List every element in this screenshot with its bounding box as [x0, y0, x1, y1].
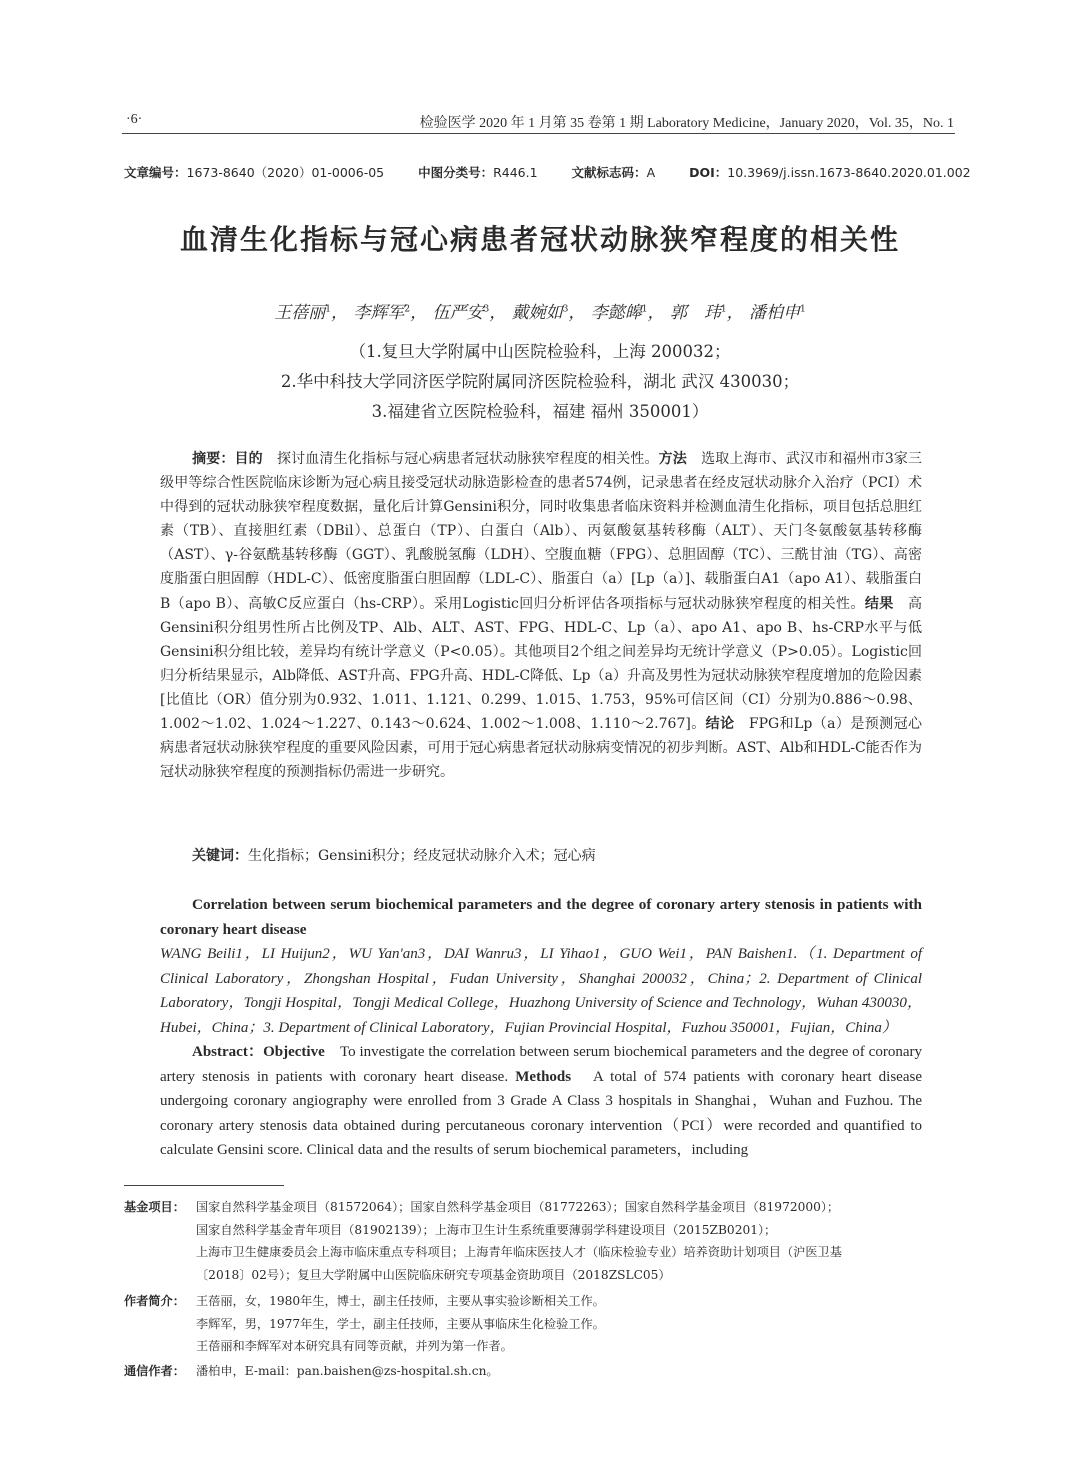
- en-abstract-methods: A total of 574 patients with coronary heart disease undergoing coronary angiography were enrolled from 3 Grade A Class 3 hospitals in Shanghai，Wuhan and Fuzhou. The coronary artery stenosis data obtained during percutaneous coronary intervention（PCI）were recorded and quantified to calculate Gensini score. Clinical data and the results of serum biochemical parameters，including: [160, 1068, 922, 1159]
- abstract-methods-label: 方法: [658, 451, 687, 467]
- abstract-conclusion-label: 结论: [705, 716, 735, 733]
- affiliation: （1.复旦大学附属中山医院检验科，上海 200032；: [349, 342, 731, 361]
- author-bio-line: 王蓓丽和李辉军对本研究具有同等贡献，并列为第一作者。: [196, 1339, 513, 1353]
- author: 李辉军$^2$: [353, 303, 411, 323]
- author: 王蓓丽$^1$: [274, 303, 331, 323]
- article-no-label: 文章编号：: [124, 165, 187, 180]
- doi: 10.3969/j.issn.1673-8640.2020.01.002: [727, 165, 971, 180]
- keywords-label: 关键词：: [192, 848, 248, 864]
- article-meta: [124, 163, 971, 181]
- abstract-objective: 探讨血清生化指标与冠心病患者冠状动脉狭窄程度的相关性。: [276, 451, 659, 467]
- funding-line: 上海市卫生健康委员会上海市临床重点专科项目；上海青年临床医技人才（临床检验专业）培养资助计划项目（沪医卫基: [196, 1245, 842, 1259]
- journal-header: 检验医学 2020 年 1 月第 35 卷第 1 期 Laboratory Medicine，January 2020，Vol. 35，No. 1: [419, 116, 954, 131]
- funding-line: 国家自然科学基金项目（81572064）；国家自然科学基金项目（81772263）；国家自然科学基金项目（81972000）；: [196, 1200, 840, 1214]
- affiliation: 2.华中科技大学同济医学院附属同济医院检验科，湖北 武汉 430030；: [280, 372, 800, 391]
- author-bio-line: 李辉军，男，1977年生，学士，副主任技师，主要从事临床生化检验工作。: [196, 1316, 605, 1331]
- clc-code: R446.1: [493, 165, 538, 180]
- abstract-objective-label: 摘要：目的: [192, 451, 263, 467]
- paper-title: 血清生化指标与冠心病患者冠状动脉狭窄程度的相关性: [179, 223, 900, 256]
- author: 李懿皞$^1$: [590, 303, 648, 323]
- abstract-methods: 选取上海市、武汉市和福州市3家三级甲等综合性医院临床诊断为冠心病且接受冠状动脉造影检查的患者574例，记录患者在经皮冠状动脉介入治疗（PCI）术中得到的冠状动脉狭窄程度数据，量化后计算Gensini积分，同时收集患者临床资料并检测血清生化指标，项目包括总胆红素（TB）、直接胆红素（DBil）、总蛋白（TP）、白蛋白（Alb）、丙氨酸氨基转移酶（ALT）、天门冬氨酸氨基转移酶（AST）、γ-谷氨酰基转移酶（GGT）、乳酸脱氢酶（LDH）、空腹血糖（FPG）、总胆固醇（TC）、三酰甘油（TG）、高密度脂蛋白胆固醇（HDL-C）、低密度脂蛋白胆固醇（LDL-C）、脂蛋白（a）[Lp（a）]、载脂蛋白A1（apo A1）、载脂蛋白B（apo B）、高敏C反应蛋白（hs-CRP）。采用Logistic回归分析评估各项指标与冠状动脉狭窄程度的相关性。: [160, 451, 923, 612]
- english-authors-affiliations: WANG Beili1，LI Huijun2，WU Yan'an3，DAI Wanru3，LI Yihao1，GUO Wei1，PAN Baishen1.（1. Department of Clinical Laboratory，Zhongshan Hospital，Fudan University，Shanghai 200032，China；2. Department of Clinical Laboratory，Tongji Hospital，Tongji Medical College，Huazhong University of Science and Technology，Wuhan 430030，Hubei，China；3. Department of Clinical Laboratory，Fujian Provincial Hospital，Fuzhou 350001，Fujian，China）: [160, 946, 922, 1036]
- chinese-abstract: [160, 447, 922, 784]
- en-abstract-methods-label: Methods: [515, 1068, 572, 1085]
- page-number: ·6·: [126, 112, 143, 127]
- correspondence-label: 通信作者：: [124, 1364, 185, 1378]
- author-bio-line: 王蓓丽，女，1980年生，博士，副主任技师，主要从事实验诊断相关工作。: [196, 1294, 605, 1308]
- author: 潘柏申$^1$: [749, 303, 806, 323]
- correspondence-footnote: [124, 1360, 956, 1384]
- english-abstract: [160, 1040, 922, 1163]
- header-rule: [122, 133, 955, 134]
- clc-label: 中图分类号：: [418, 165, 494, 180]
- doc-code: A: [646, 165, 656, 180]
- correspondence-text: 潘柏申，E-mail：pan.baishen@zs-hospital.sh.cn。: [196, 1364, 499, 1378]
- doc-code-label: 文献标志码：: [571, 165, 647, 180]
- footnote-rule: [124, 1185, 284, 1186]
- author: 郭 玮$^1$: [669, 303, 727, 323]
- funding-label: 基金项目：: [124, 1200, 185, 1214]
- author: 戴婉如$^3$: [511, 303, 569, 323]
- abstract-results: 高Gensini积分组男性所占比例及TP、Alb、ALT、AST、FPG、HDL-C、Lp（a）、apo A1、apo B、hs-CRP水平与低Gensini积分组比较，差异均有统计学意义（P<0.05）。其他项目2个组之间差异均无统计学意义（P>0.05）。Logistic回归分析结果显示，Alb降低、AST升高、FPG升高、HDL-C降低、Lp（a）升高及男性为冠状动脉狭窄程度增加的危险因素[比值比（OR）值分别为0.932、1.011、1.121、0.299、1.015、1.753，95%可信区间（CI）分别为0.886～0.98、1.002～1.02、1.024～1.227、0.143～0.624、1.002～1.008、1.110～2.767]。: [160, 595, 923, 733]
- keywords-text: 生化指标；Gensini积分；经皮冠状动脉介入术；冠心病: [248, 848, 596, 864]
- funding-line: 〔2018〕02号）；复旦大学附属中山医院临床研究专项基金资助项目（2018ZSLC05）: [196, 1267, 671, 1282]
- en-abstract-objective-label: Abstract：Objective: [192, 1044, 325, 1060]
- doi-label: DOI：: [689, 165, 728, 180]
- abstract-results-label: 结果: [864, 595, 894, 612]
- english-title: Correlation between serum biochemical parameters and the degree of coronary artery stenosis in patients with coronary heart disease: [160, 896, 922, 938]
- abstract-conclusion: FPG和Lp（a）是预测冠心病患者冠状动脉狭窄程度的重要风险因素，可用于冠心病患者冠状动脉病变情况的初步判断。AST、Alb和HDL-C能否作为冠状动脉狭窄程度的预测指标仍需进一步研究。: [160, 716, 922, 781]
- funding-footnote: [124, 1196, 956, 1288]
- author-bio-footnote: [124, 1290, 956, 1360]
- affiliation: 3.福建省立医院检验科，福建 福州 350001）: [371, 402, 709, 421]
- article-no: 1673-8640（2020）01-0006-05: [186, 165, 385, 180]
- funding-line: 国家自然科学基金青年项目（81902139）；上海市卫生计生系统重要薄弱学科建设项目（2015ZB0201）；: [196, 1222, 777, 1237]
- author-list: 王蓓丽$^1$， 李辉军$^2$， 伍严安$^3$， 戴婉如$^3$， 李懿皞$^1$， 郭 玮$^1$， 潘柏申$^1$: [274, 303, 806, 323]
- en-abstract-objective: To investigate the correlation between serum biochemical parameters and the degree of coronary artery stenosis in patients with coronary heart disease.: [160, 1044, 922, 1085]
- author: 伍严安$^3$: [432, 303, 490, 323]
- keywords: [192, 845, 922, 865]
- author-bio-label: 作者简介：: [124, 1294, 185, 1308]
